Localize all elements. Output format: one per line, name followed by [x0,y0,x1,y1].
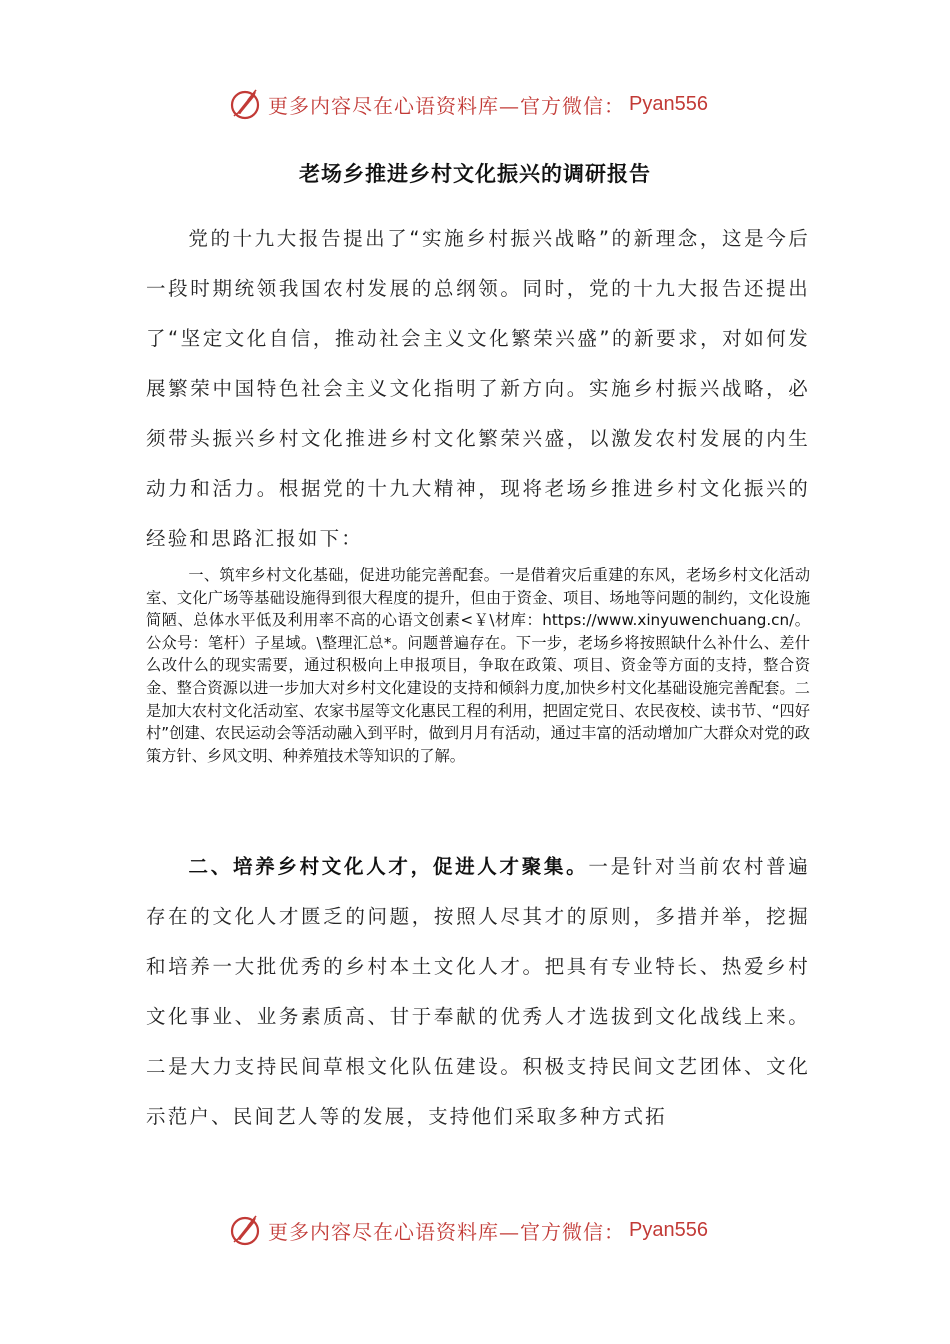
section-1-text: 一、筑牢乡村文化基础，促进功能完善配套。一是借着灾后重建的东风，老场乡村文化活动室、文化广场等基础设施得到很大程度的提升，但由于资金、项目、场地等问题的制约，文化设施简陋、总体水平低及利用率不高的心语文创素<￥\材库：https://www.xinyuwenchuang.cn/。公众号：笔杆）子星域。\整理汇总*。问题普遍存在。下一步，老场乡将按照缺什么补什么、差什么改什么的现实需要，通过积极向上申报项目，争取在政策、项目、资金等方面的支持，整合资金、整合资源以进一步加大对乡村文化建设的支持和倾斜力度,加快乡村文化基础设施完善配套。二是加大农村文化活动室、农家书屋等文化惠民工程的利用，把固定党日、农民夜校、读书节、“四好村”创建、农民运动会等活动融入到平时，做到月月有活动，通过丰富的活动增加广大群众对党的政策方针、乡风文明、种养殖技术等知识的了解。 [146,566,810,765]
section-1-paragraph [146,564,810,767]
watermark-wechat-id: Pyan556 [629,1218,708,1241]
intro-paragraph [146,214,810,564]
quill-logo-icon [228,86,264,122]
section-2-heading: 二、培养乡村文化人才，促进人才聚集。 [188,855,589,878]
watermark-wechat-id: Pyan556 [629,92,708,115]
header-watermark [228,84,728,124]
section-2-paragraph [146,842,810,1142]
section-2-text: 一是针对当前农村普遍存在的文化人才匮乏的问题，按照人尽其才的原则，多措并举，挖掘和培养一大批优秀的乡村本土文化人才。把具有专业特长、热爱乡村文化事业、业务素质高、甘于奉献的优秀人才选拔到文化战线上来。二是大力支持民间草根文化队伍建设。积极支持民间文艺团体、文化示范户、民间艺人等的发展，支持他们采取多种方式拓 [146,855,810,1128]
watermark-text: 更多内容尽在心语资料库—官方微信： [268,93,625,118]
quill-logo-icon [228,1212,264,1248]
footer-watermark [228,1210,728,1250]
watermark-text: 更多内容尽在心语资料库—官方微信： [268,1219,625,1244]
intro-text: 党的十九大报告提出了“实施乡村振兴战略”的新理念，这是今后一段时期统领我国农村发展的总纲领。同时，党的十九大报告还提出了“坚定文化自信，推动社会主义文化繁荣兴盛”的新要求，对如何发展繁荣中国特色社会主义文化指明了新方向。实施乡村振兴战略，必须带头振兴乡村文化推进乡村文化繁荣兴盛，以激发农村发展的内生动力和活力。根据党的十九大精神，现将老场乡推进乡村文化振兴的经验和思路汇报如下： [146,227,810,550]
document-title: 老场乡推进乡村文化振兴的调研报告 [299,162,651,186]
